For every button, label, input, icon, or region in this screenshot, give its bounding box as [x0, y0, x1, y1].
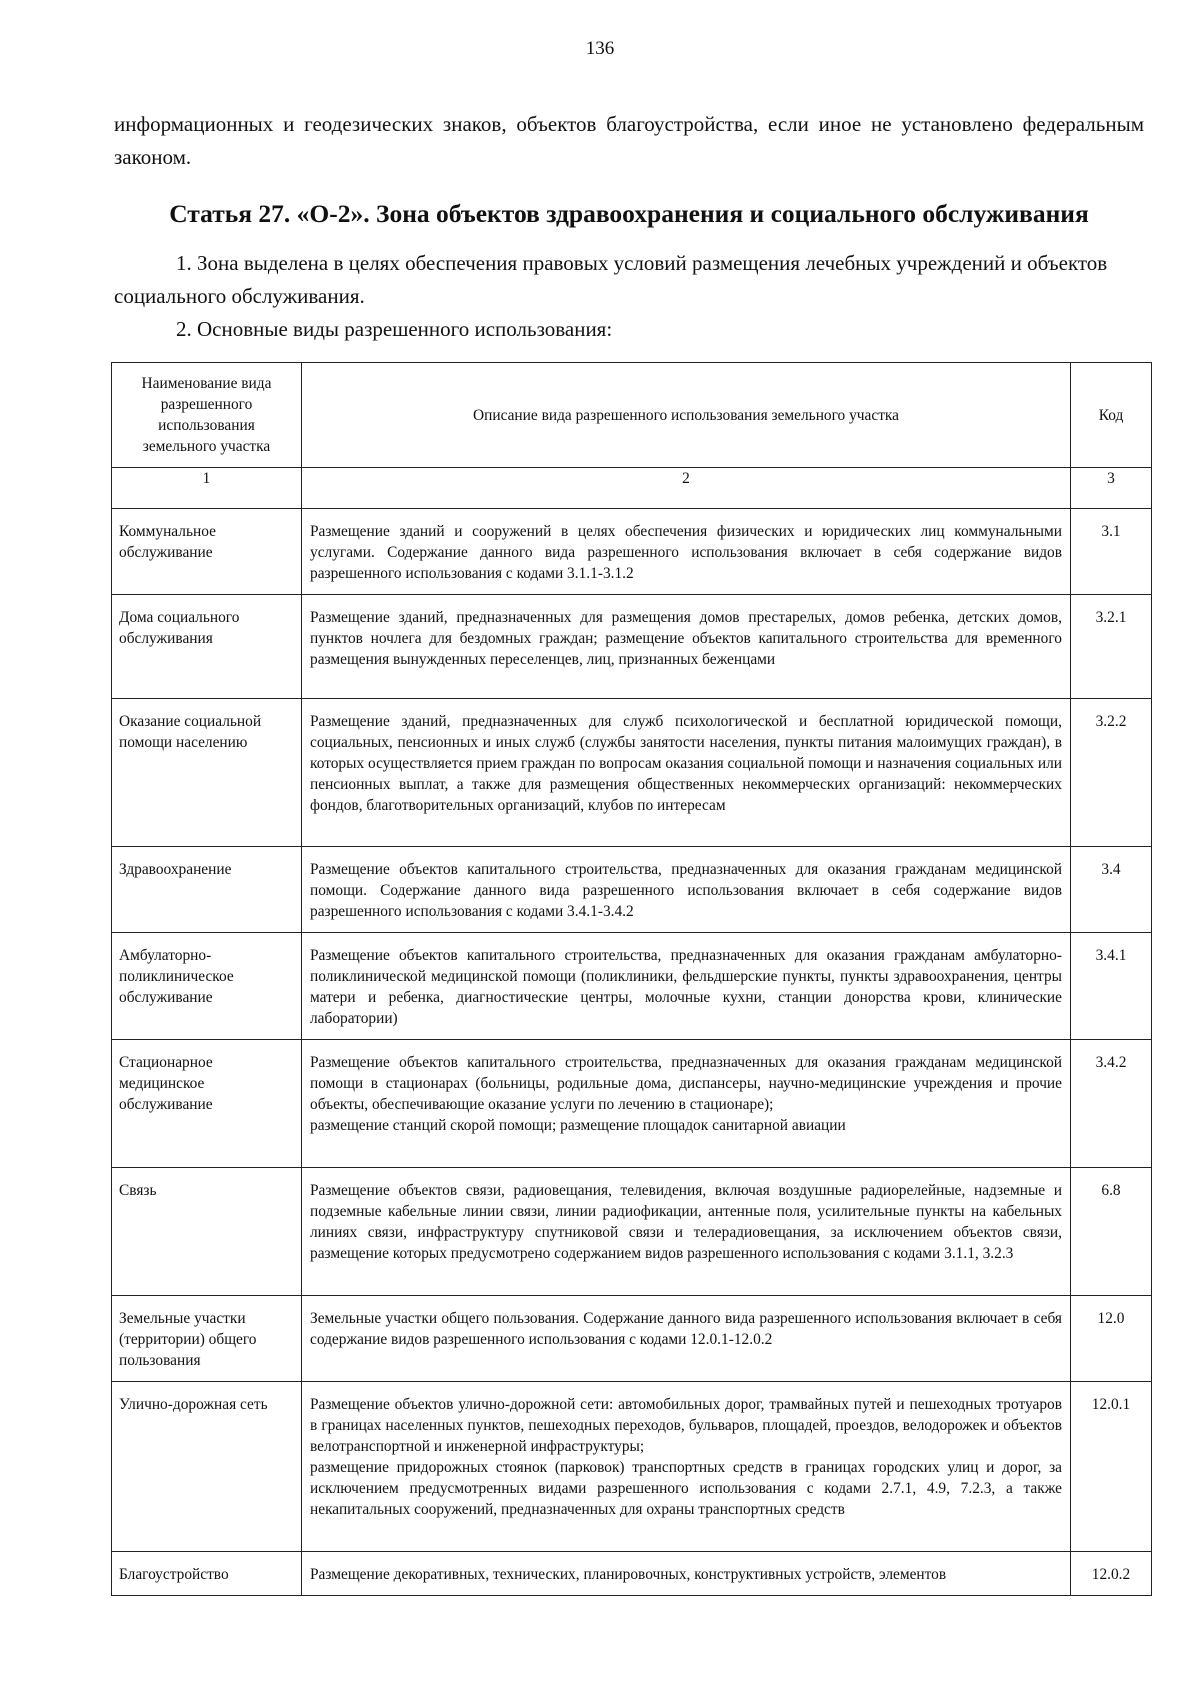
table-row	[112, 1168, 1152, 1296]
use-description-cell: Земельные участки общего пользования. Содержание данного вида разрешенного использования включает в себя содержание видов разрешенного использования с кодами 12.0.1-12.0.2	[302, 1296, 1071, 1382]
column-number: 3	[1071, 468, 1152, 509]
use-code-cell: 3.4.1	[1071, 933, 1152, 1040]
continuation-paragraph: информационных и геодезических знаков, объектов благоустройства, если иное не установлено федеральным законом.	[114, 112, 1144, 169]
column-number: 2	[302, 468, 1071, 509]
use-description-cell: Размещение объектов капитального строительства, предназначенных для оказания гражданам медицинской помощи. Содержание данного вида разрешенного использования включает в себя содержание видов разрешенного использования с кодами 3.4.1-3.4.2	[302, 847, 1071, 933]
use-name-cell: Оказание социальной помощи населению	[112, 699, 302, 847]
use-name-cell: Связь	[112, 1168, 302, 1296]
use-code-cell: 3.1	[1071, 509, 1152, 595]
use-name-cell: Коммунальное обслуживание	[112, 509, 302, 595]
use-code-cell: 12.0.2	[1071, 1552, 1152, 1596]
table-row	[112, 1552, 1152, 1596]
table-row	[112, 699, 1152, 847]
use-description-extra: размещение станций скорой помощи; размещение площадок санитарной авиации	[310, 1117, 846, 1134]
use-description-cell: Размещение зданий, предназначенных для служб психологической и бесплатной юридической помощи, социальных, пенсионных и иных служб (службы занятости населения, пункты питания малоимущих граждан), в которых осуществляется прием граждан по вопросам оказания социальной помощи и назначения социальных или пенсионных выплат, а также для размещения общественных некоммерческих организаций: некоммерческих фондов, благотворительных организаций, клубов по интересам	[302, 699, 1071, 847]
use-name-cell: Дома социального обслуживания	[112, 595, 302, 699]
table-row	[112, 595, 1152, 699]
header-use-description: Описание вида разрешенного использования земельного участка	[302, 363, 1071, 468]
use-description-cell	[302, 1040, 1071, 1168]
table-row	[112, 1382, 1152, 1552]
use-description-cell: Размещение зданий, предназначенных для размещения домов престарелых, домов ребенка, детских домов, пунктов ночлега для бездомных граждан; размещение объектов капитального строительства для временного размещения вынужденных переселенцев, лиц, признанных беженцами	[302, 595, 1071, 699]
use-name-cell: Благоустройство	[112, 1552, 302, 1596]
use-code-cell: 12.0	[1071, 1296, 1152, 1382]
use-name-cell: Амбулаторно-поликлиническое обслуживание	[112, 933, 302, 1040]
use-description-cell: Размещение объектов связи, радиовещания, телевидения, включая воздушные радиорелейные, надземные и подземные кабельные линии связи, линии радиофикации, антенные поля, усилительные пункты на кабельных линиях связи, инфраструктуру спутниковой связи и телерадиовещания, за исключением объектов связи, размещение которых предусмотрено содержанием видов разрешенного использования с кодами 3.1.1, 3.2.3	[302, 1168, 1071, 1296]
use-description-text: Размещение объектов капитального строительства, предназначенных для оказания гражданам медицинской помощи в стационарах (больницы, родильные дома, диспансеры, научно-медицинские учреждения и прочие объекты, обеспечивающие оказание услуги по лечению в стационаре);	[310, 1054, 1062, 1113]
use-name-cell: Стационарное медицинское обслуживание	[112, 1040, 302, 1168]
use-name-cell: Земельные участки (территории) общего пользования	[112, 1296, 302, 1382]
use-code-cell: 6.8	[1071, 1168, 1152, 1296]
use-description-text: Размещение объектов улично-дорожной сети: автомобильных дорог, трамвайных путей и пешеходных тротуаров в границах населенных пунктов, пешеходных переходов, бульваров, площадей, проездов, велодорожек и объектов велотранспортной и инженерной инфраструктуры;	[310, 1396, 1062, 1455]
header-use-name: Наименование вида разрешенного использования земельного участка	[112, 363, 302, 468]
table-row	[112, 1296, 1152, 1382]
column-number: 1	[112, 468, 302, 509]
use-name-cell: Здравоохранение	[112, 847, 302, 933]
use-description-cell: Размещение зданий и сооружений в целях обеспечения физических и юридических лиц коммунальными услугами. Содержание данного вида разрешенного использования включает в себя содержание видов разрешенного использования с кодами 3.1.1-3.1.2	[302, 509, 1071, 595]
table-column-numbers-row	[112, 468, 1152, 509]
use-code-cell: 3.2.2	[1071, 699, 1152, 847]
table-row	[112, 1040, 1152, 1168]
header-code: Код	[1071, 363, 1152, 468]
use-description-extra: размещение придорожных стоянок (парковок) транспортных средств в границах городских улиц и дорог, за исключением предусмотренных видами разрешенного использования с кодами 2.7.1, 4.9, 7.2.3, а также некапитальных сооружений, предназначенных для охраны транспортных средств	[310, 1459, 1062, 1518]
page-number: 136	[585, 38, 615, 59]
permitted-uses-table	[111, 362, 1152, 1596]
use-description-cell: Размещение декоративных, технических, планировочных, конструктивных устройств, элементов	[302, 1552, 1071, 1596]
use-code-cell: 3.4.2	[1071, 1040, 1152, 1168]
paragraph-main-uses: 2. Основные виды разрешенного использования:	[176, 317, 613, 341]
use-description-cell	[302, 1382, 1071, 1552]
table-header-row	[112, 363, 1152, 468]
table-row	[112, 933, 1152, 1040]
paragraph-zone-purpose: 1. Зона выделена в целях обеспечения правовых условий размещения лечебных учреждений и объектов социального обслуживания.	[114, 251, 1108, 308]
use-description-cell: Размещение объектов капитального строительства, предназначенных для оказания гражданам амбулаторно-поликлинической медицинской помощи (поликлиники, фельдшерские пункты, пункты здравоохранения, центры матери и ребенка, диагностические центры, молочные кухни, станции донорства крови, клинические лаборатории)	[302, 933, 1071, 1040]
table-row	[112, 509, 1152, 595]
use-code-cell: 12.0.1	[1071, 1382, 1152, 1552]
use-name-cell: Улично-дорожная сеть	[112, 1382, 302, 1552]
table-row	[112, 847, 1152, 933]
use-code-cell: 3.4	[1071, 847, 1152, 933]
article-title: Статья 27. «О-2». Зона объектов здравоохранения и социального обслуживания	[169, 199, 1089, 228]
use-code-cell: 3.2.1	[1071, 595, 1152, 699]
